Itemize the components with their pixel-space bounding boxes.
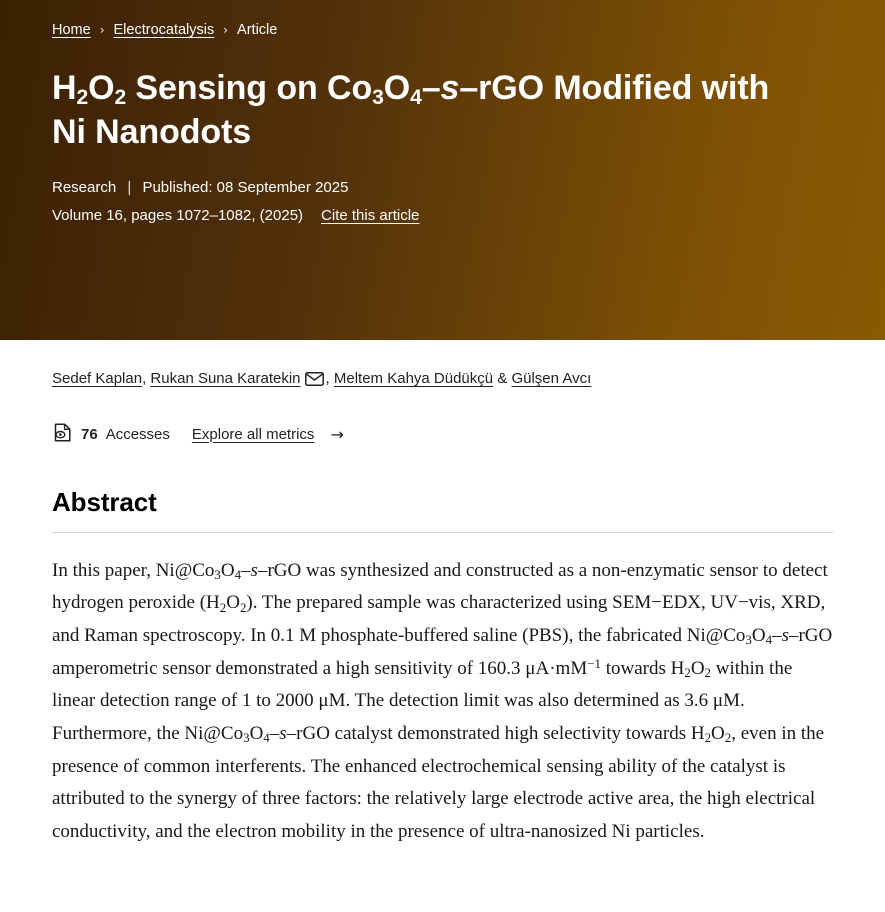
author-list (52, 340, 833, 394)
published-date: Published: 08 September 2025 (142, 179, 349, 197)
article-hero (0, 0, 885, 340)
article-volume-row (52, 207, 833, 224)
article-meta (52, 179, 833, 196)
chevron-right-icon: › (223, 23, 229, 37)
article-type: Research (52, 179, 117, 197)
abstract-heading: Abstract (52, 486, 157, 517)
author-4[interactable]: Gülşen Avcı (511, 370, 592, 387)
breadcrumb-home[interactable]: Home (52, 22, 91, 38)
section-divider (52, 532, 833, 533)
abstract-body: In this paper, $Ni@Co_3O_4-s$–rGO was synthesized and constructed as a non-enzymatic sensor to detect hydrogen peroxide $(H_2O_2)$. The prepared sample was characterized using SEM−EDX, UV−vis, XRD, and Raman spectroscopy. In 0.1 M phosphate-buffered saline (PBS), the fabricated $Ni@Co_3O_4-s$–rGO amperometric sensor demonstrated a high sensitivity of 160.3 $\mu A\cdot mM^{-1}$ towards $H_2O_2$ within the linear detection range of 1 to 2000 μM. The detection limit was also determined as 3.6 μM. Furthermore, the $Ni@Co_3O_4-s$–rGO catalyst demonstrated high selectivity towards $H_2O_2$, even in the presence of common interferents. The enhanced electrochemical sensing ability of the catalyst is attributed to the synergy of three factors: the relatively large electrode active area, the high electrical conductivity, and the electron mobility in the presence of ultra-nanosized Ni particles. (52, 559, 833, 842)
explore-all-metrics-link[interactable]: Explore all metrics (191, 425, 315, 443)
author-separator: , (325, 370, 334, 387)
metrics-row (52, 422, 833, 447)
chevron-right-icon: › (99, 23, 105, 37)
author-3[interactable]: Meltem Kahya Düdükçü (333, 370, 494, 387)
author-final-separator: & (493, 370, 512, 387)
arrow-right-icon: → (330, 424, 344, 444)
author-1[interactable]: Sedef Kaplan (52, 370, 143, 387)
breadcrumb-electrocatalysis[interactable]: Electrocatalysis (113, 22, 215, 38)
views-icon (52, 422, 73, 447)
volume-pages: Volume 16, pages 1072–1082, (2025) (52, 207, 304, 225)
accesses-count: 76 (81, 425, 98, 443)
author-separator: , (142, 370, 151, 387)
article-content (0, 340, 885, 867)
accesses-label: Accesses (105, 425, 170, 443)
breadcrumb (52, 18, 833, 38)
mail-icon[interactable] (305, 371, 324, 394)
breadcrumb-current: Article (237, 22, 278, 38)
cite-this-article-link[interactable]: Cite this article (321, 207, 420, 225)
author-2[interactable]: Rukan Suna Karatekin (150, 370, 301, 387)
meta-divider: | (127, 179, 132, 197)
page-title: $H_2O_2$ Sensing on $Co_3O_4-s$–rGO Modified with Ni Nanodots (52, 69, 770, 151)
